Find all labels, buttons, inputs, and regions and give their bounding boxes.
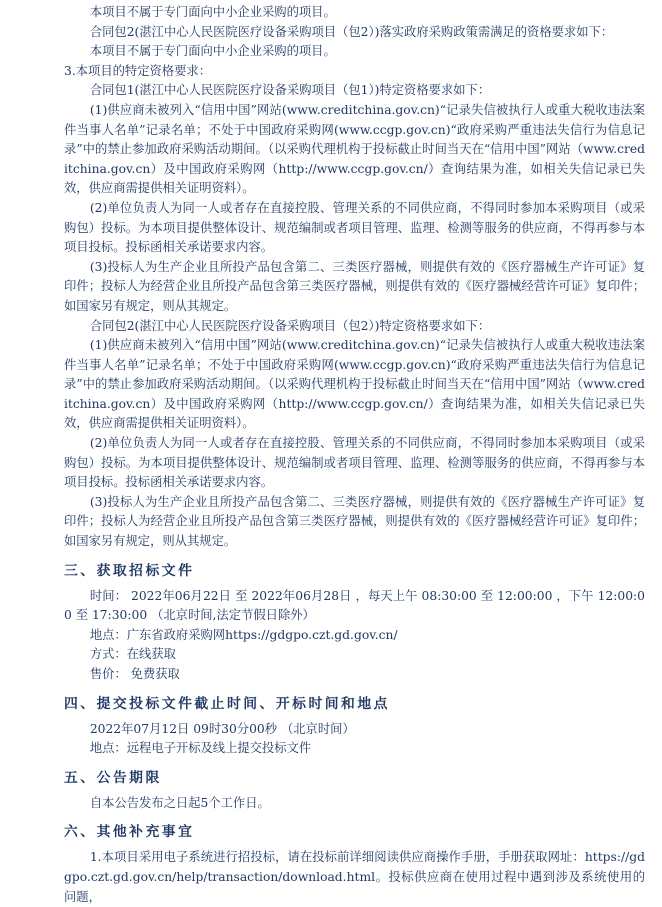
para-not-smb-project: 本项目不属于专门面向中小企业采购的项目。 [89,5,336,19]
para-package2-policy-requirements: 合同包2(湛江中心人民医院医疗设备采购项目（包2）)落实政府采购政策需满足的资格要求如下： [89,24,614,39]
para-package2-same-person-restriction: (2)单位负责人为同一人或者存在直接控股、管理关系的不同供应商，不得同时参加本采购项目（或采购包）投标。为本项目提供整体设计、规范编制或者项目管理、监理、检测等服务的供应商，不得再参与本项目投标。投标函相关承诺要求内容。 [64,436,645,490]
section-submission-deadline [64,694,645,759]
section-announcement-period [64,768,645,814]
para-obtain-price: 售价： 免费获取 [89,667,180,681]
para-package2-medical-device-license: (3)投标人为生产企业且所投产品包含第二、三类医疗器械，则提供有效的《医疗器械生产许可证》复印件；投标人为经营企业且所投产品包含第三类医疗器械，则提供有效的《医疗器械经营许可证》复印件；如国家另有规定，则从其规定。 [64,494,645,549]
para-obtain-time: 时间： 2022年06月22日 至 2022年06月28日 ，每天上午 08:30:00 至 12:00:00 ，下午 12:00:00 至 17:30:00 （北京时间,法定节假日除外） [64,588,645,623]
section-heading-announcement-period: 五、公告期限 [64,769,162,786]
para-package2-specific-requirements: 合同包2(湛江中心人民医院医疗设备采购项目（包2）)特定资格要求如下： [89,318,491,333]
section-obtain-bid-documents [64,561,645,685]
para-obtain-method: 方式：在线获取 [89,647,176,662]
para-package1-specific-requirements: 合同包1(湛江中心人民医院医疗设备采购项目（包1）)特定资格要求如下： [89,83,491,98]
para-bid-opening-location: 地点：远程电子开标及线上提交投标文件 [89,741,312,756]
para-package1-medical-device-license: (3)投标人为生产企业且所投产品包含第二、三类医疗器械，则提供有效的《医疗器械生产许可证》复印件；投标人为经营企业且所投产品包含第三类医疗器械，则提供有效的《医疗器械经营许可证》复印件；如国家另有规定，则从其规定。 [64,259,645,313]
para-announcement-period: 自本公告发布之日起5个工作日。 [89,795,270,810]
section-heading-obtain-bid-documents: 三、获取招标文件 [64,562,195,579]
para-package2-credit-china-check: (1)供应商未被列入“信用中国”网站(www.creditchina.gov.cn)“记录失信被执行人或重大税收违法案件当事人名单”记录名单；不处于中国政府采购网(www.ccgp.gov.cn)“政府采购严重违法失信行为信息记录”中的禁止参加政府采购活动期间。（以采购代理机构于投标截止时间当天在“信用中国”网站（www.creditchina.gov.cn）及中国政府采购网（http://www.ccgp.gov.cn/）查询结果为准，如相关失信记录已失效，供应商需提供相关证明资料）。 [64,338,645,431]
para-specific-qualification-item: 3.本项目的特定资格要求： [64,63,211,78]
para-bid-opening-time: 2022年07月12日 09时30分00秒 （北京时间） [89,721,355,736]
section-heading-submission-deadline: 四、提交投标文件截止时间、开标时间和地点 [64,695,390,712]
para-obtain-location: 地点：广东省政府采购网https://gdgpo.czt.gd.gov.cn/ [89,627,398,642]
para-package1-credit-china-check: (1)供应商未被列入“信用中国”网站(www.creditchina.gov.cn)“记录失信被执行人或重大税收违法案件当事人名单”记录名单；不处于中国政府采购网(www.ccgp.gov.cn)“政府采购严重违法失信行为信息记录”中的禁止参加政府采购活动期间。（以采购代理机构于投标截止时间当天在“信用中国”网站（www.creditchina.gov.cn）及中国政府采购网（http://www.ccgp.gov.cn/）查询结果为准，如相关失信记录已失效，供应商需提供相关证明资料）。 [64,102,645,196]
para-not-smb-project-2: 本项目不属于专门面向中小企业采购的项目。 [89,44,336,59]
section-other-matters [64,822,645,907]
para-package1-same-person-restriction: (2)单位负责人为同一人或者存在直接控股、管理关系的不同供应商，不得同时参加本采购项目（或采购包）投标。为本项目提供整体设计、规范编制或者项目管理、监理、检测等服务的供应商，不得再参与本项目投标。投标函相关承诺要求内容。 [64,200,645,255]
para-electronic-system-note: 1.本项目采用电子系统进行招投标，请在投标前详细阅读供应商操作手册，手册获取网址：https://gdgpo.czt.gd.gov.cn/help/transaction/download.html。投标供应商在使用过程中遇到涉及系统使用的问题， [64,850,645,904]
section-heading-other-matters: 六、其他补充事宜 [64,824,195,841]
